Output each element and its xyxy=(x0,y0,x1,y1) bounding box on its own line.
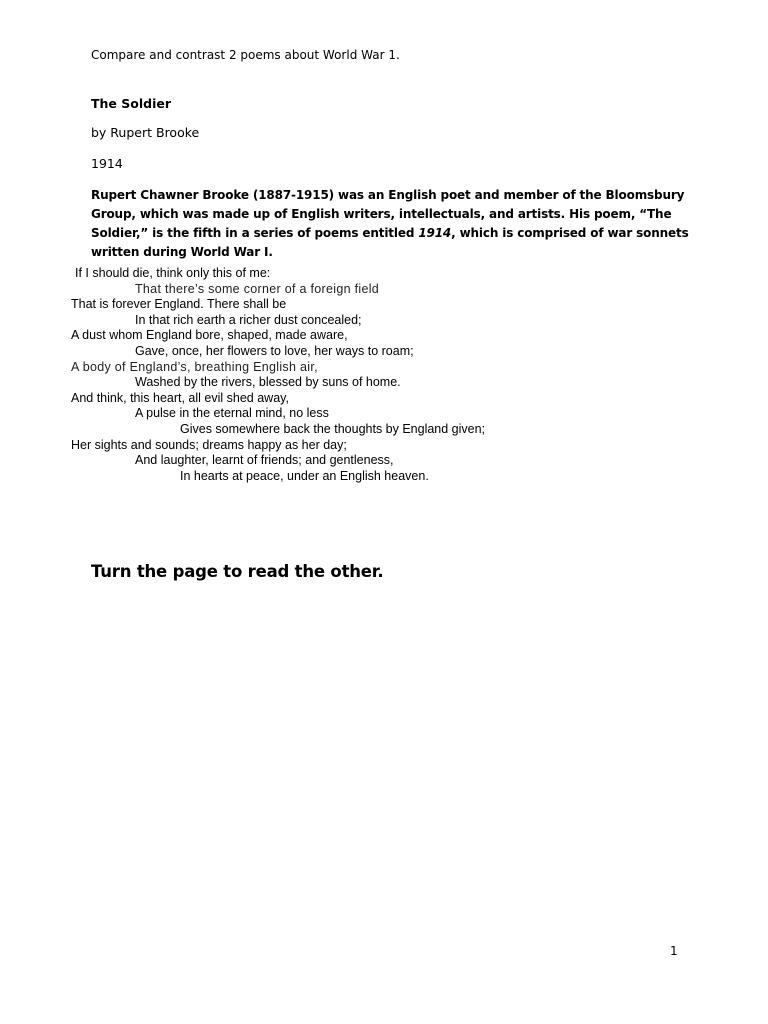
assignment-prompt: Compare and contrast 2 poems about World War 1. xyxy=(91,48,400,62)
bio-text-1: Rupert Chawner Brooke (1887-1915) was an English poet and member of the Bloomsbury Group, which was made up of English writers, intellectuals, and artists. His poem, “The Soldier,” is the fifth in a series of poems entitled xyxy=(91,188,685,240)
poem-author: by Rupert Brooke xyxy=(91,125,200,140)
bio-text-2: , which is comprised of war sonnets written during World War I. xyxy=(91,226,689,259)
author-biography xyxy=(91,186,691,262)
poem-line: In that rich earth a richer dust concealed; xyxy=(135,312,362,327)
poem-line: Gave, once, her flowers to love, her ways to roam; xyxy=(135,343,414,358)
turn-page-note: Turn the page to read the other. xyxy=(91,562,384,581)
poem-line: That is forever England. There shall be xyxy=(71,297,287,312)
poem-line: Washed by the rivers, blessed by suns of home. xyxy=(135,375,401,390)
poem-line: If I should die, think only this of me: xyxy=(75,266,271,280)
poem-title: The Soldier xyxy=(91,96,172,111)
poem-year: 1914 xyxy=(91,156,123,171)
poem-line: And think, this heart, all evil shed away, xyxy=(71,390,289,405)
bio-italic-title: 1914 xyxy=(418,226,452,240)
poem-line: And laughter, learnt of friends; and gentleness, xyxy=(135,453,394,468)
poem-line: Gives somewhere back the thoughts by England given; xyxy=(180,421,486,436)
poem-line: Her sights and sounds; dreams happy as her day; xyxy=(71,437,347,452)
poem-line: That there’s some corner of a foreign field xyxy=(135,281,380,296)
poem-line: A pulse in the eternal mind, no less xyxy=(135,406,329,421)
page-number: 1 xyxy=(670,944,678,958)
poem-line: In hearts at peace, under an English heaven. xyxy=(180,468,429,483)
poem-line: A body of England’s, breathing English air, xyxy=(71,359,318,374)
poem-line: A dust whom England bore, shaped, made aware, xyxy=(71,328,348,343)
poem-text xyxy=(71,266,711,484)
